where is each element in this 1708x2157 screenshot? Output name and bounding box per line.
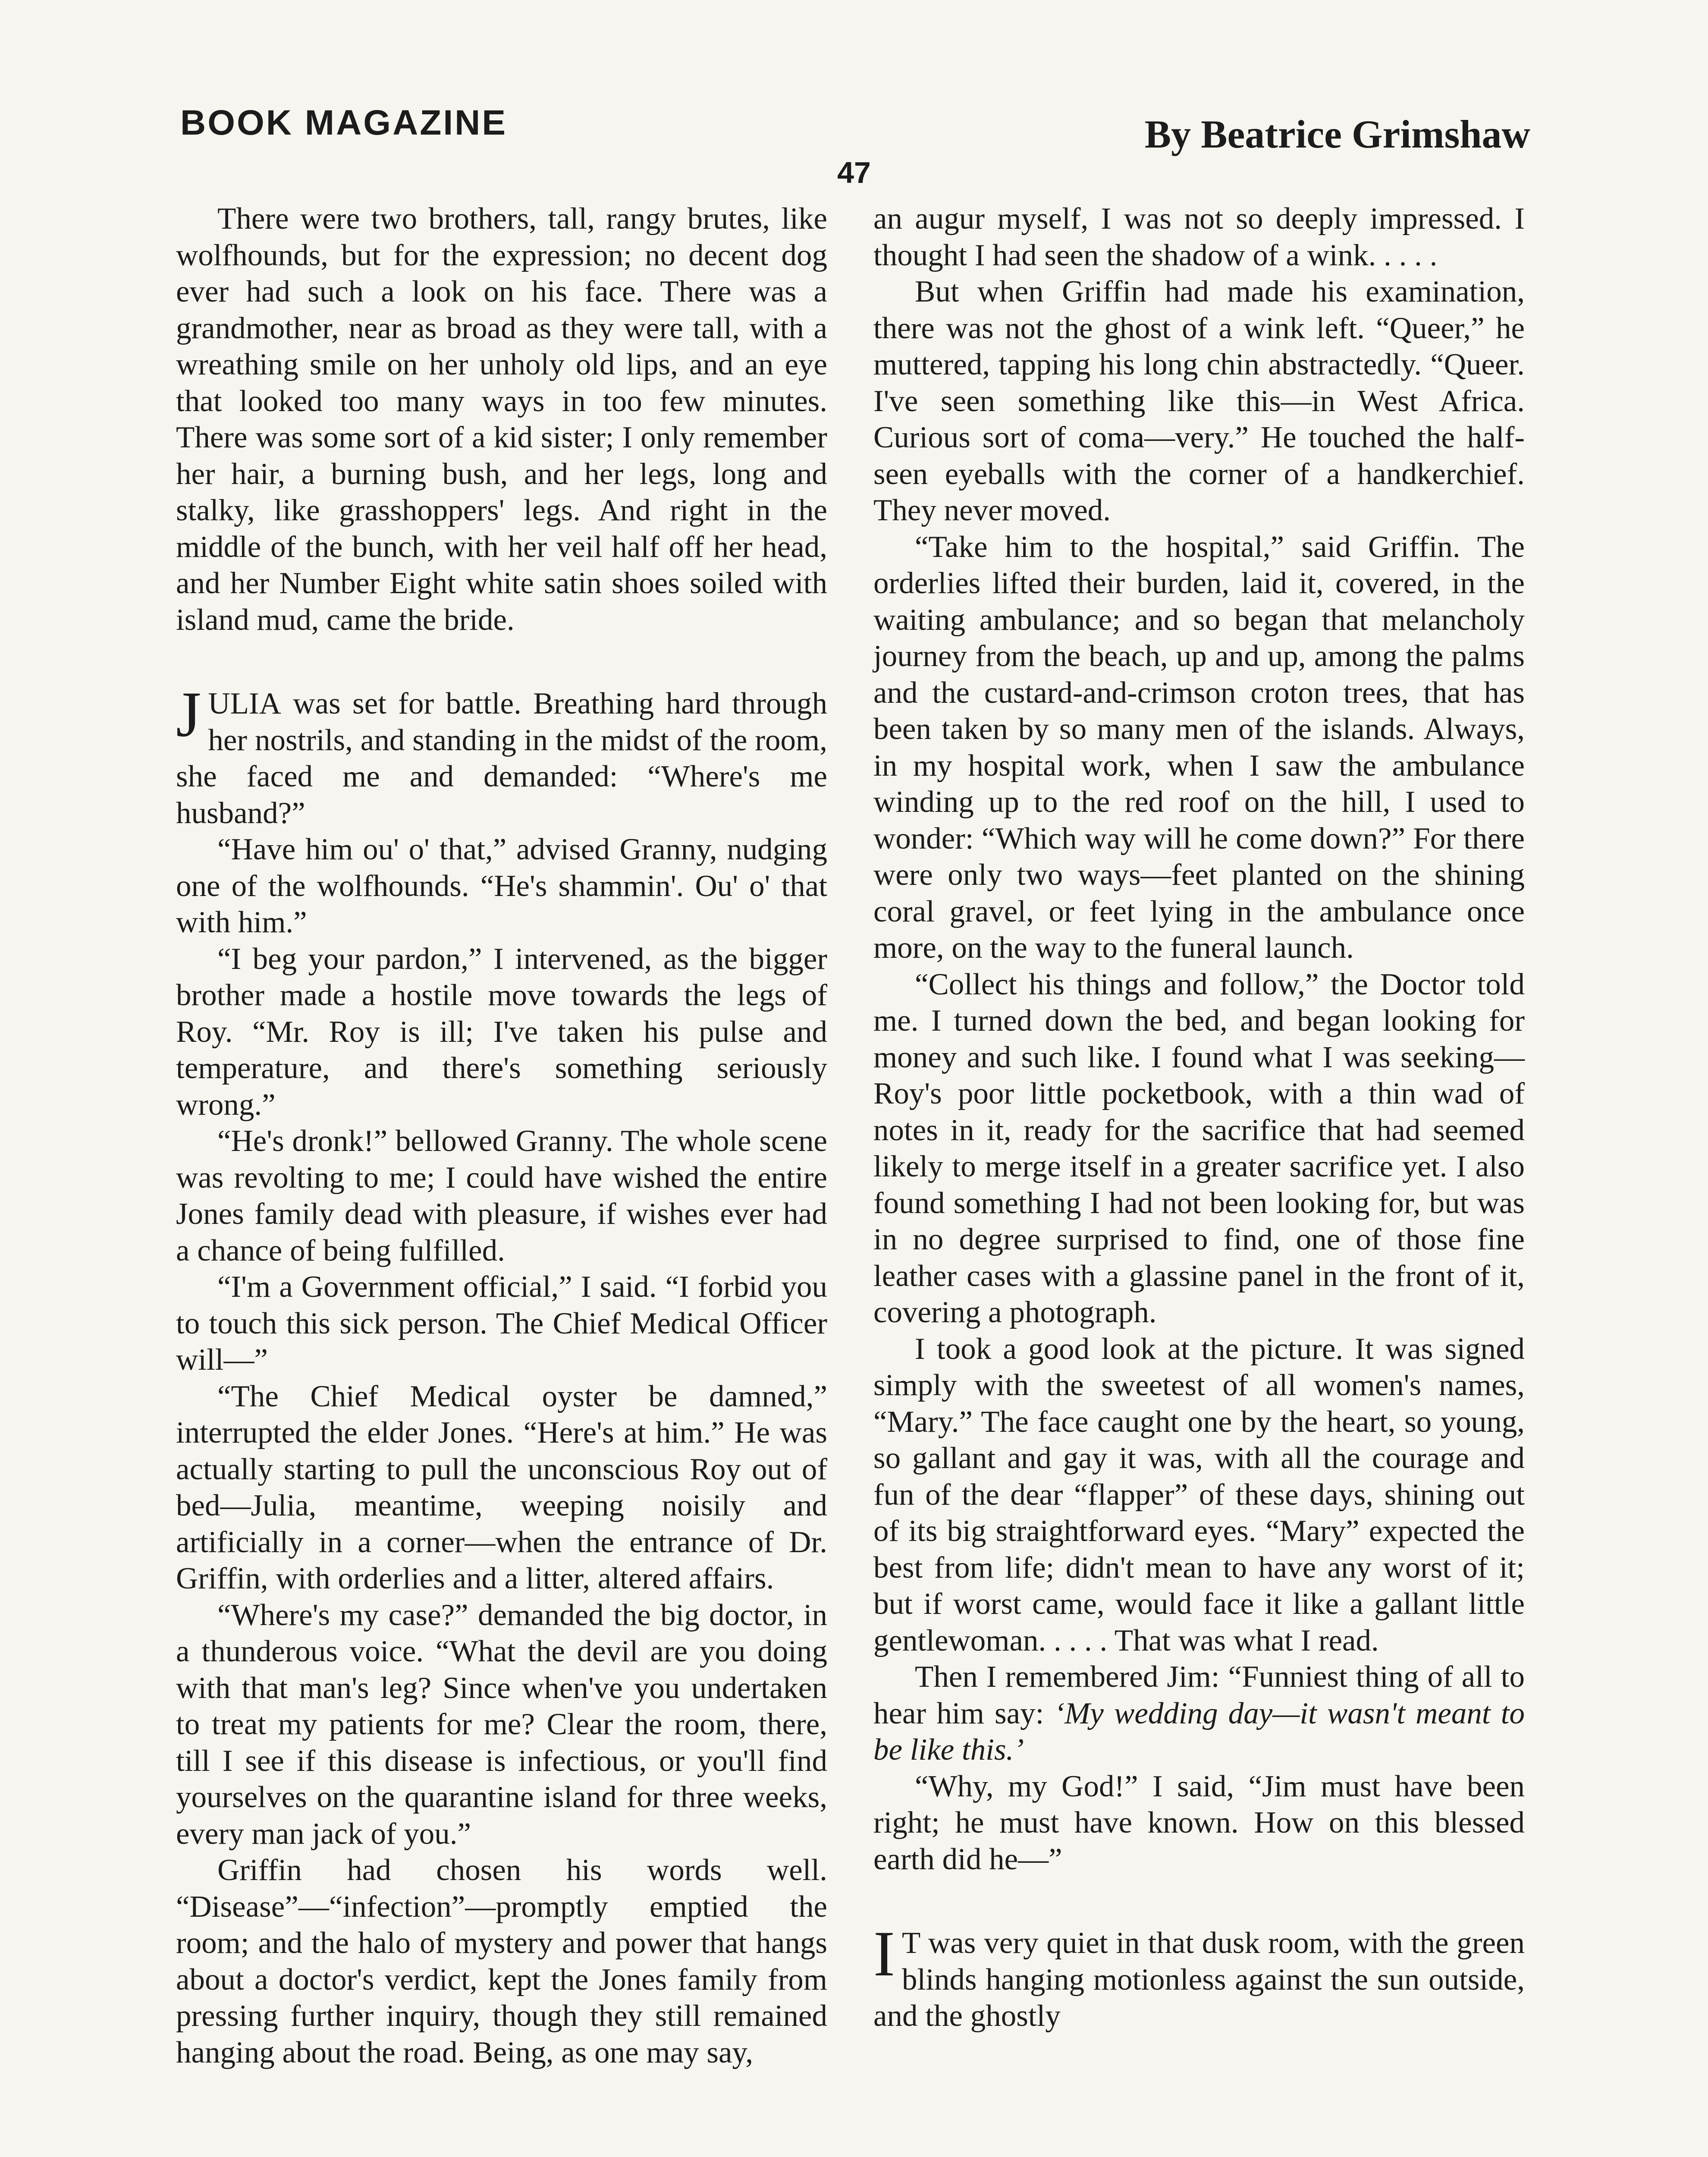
paragraph: “Have him ou' o' that,” advised Granny, nudging one of the wolfhounds. “He's shammin'. Ou' o' that with him.” (176, 833, 827, 939)
drop-cap: I (873, 1918, 895, 1990)
paragraph: There were two brothers, tall, rangy brutes, like wolfhounds, but for the expression; no decent dog ever had such a look on his face. There was a grandmother, near as broad as they were tall, with a wreathing smile on her unholy old lips, and an eye that looked too many ways in too few minutes. There was some sort of a kid sister; I only remember her hair, a burning bush, and her legs, long and stalky, like grasshoppers' legs. And right in the middle of the bunch, with her veil half off her head, and her Number Eight white satin shoes soiled with island mud, came the bride. (176, 202, 827, 637)
drop-cap: J (176, 679, 201, 750)
paragraph: “He's dronk!” bellowed Granny. The whole scene was revolting to me; I could have wished the entire Jones family dead with pleasure, if wishes ever had a chance of being fulfilled. (176, 1124, 827, 1267)
section-start-paragraph (873, 1918, 1525, 2034)
paragraph: “Where's my case?” demanded the big doctor, in a thunderous voice. “What the devil are you doing with that man's leg? Since when've you undertaken to treat my patients for me? Clear the room, there, till I see if this disease is infectious, or you'll find yourselves on the quarantine island for three weeks, every man jack of you.” (176, 1598, 827, 1851)
magazine-title: BOOK MAGAZINE (180, 103, 508, 142)
paragraph: “Take him to the hospital,” said Griffin. The orderlies lifted their burden, laid it, covered, in the waiting ambulance; and so began that melancholy journey from the beach, up and up, among the palms and the custard-and-crimson croton trees, that has been taken by so many men of the islands. Always, in my hospital work, when I saw the ambulance winding up to the red roof on the hill, I used to wonder: “Which way will he come down?” For there were only two ways—feet planted on the shining coral gravel, or feet lying in the ambulance once more, on the way to the funeral launch. (873, 530, 1525, 965)
paragraph: But when Griffin had made his examination, there was not the ghost of a wink left. “Queer,” he muttered, tapping his long chin abstractedly. “Queer. I've seen something like this—in West Africa. Curious sort of coma—very.” He touched the half-seen eyeballs with the corner of a handkerchief. They never moved. (873, 275, 1525, 527)
italic-quote: ‘My wedding day—it wasn't meant to be like this.’ (873, 1696, 1525, 1767)
paragraph: “Why, my God!” I said, “Jim must have been right; he must have known. How on this blessed earth did he—” (873, 1769, 1525, 1876)
paragraph: I took a good look at the picture. It was signed simply with the sweetest of all women's names, “Mary.” The face caught one by the heart, so young, so gallant and gay it was, with all the courage and fun of the dear “flapper” of these days, shining out of its big straightforward eyes. “Mary” expected the best from life; didn't mean to have any worst of it; but if worst came, would face it like a gallant little gentlewoman. . . . . That was what I read. (873, 1332, 1525, 1657)
paragraph-text: was set for battle. Breathing hard through her nostrils, and standing in the midst of the room, she faced me and demanded: “Where's me husband?” (176, 687, 827, 830)
paragraph (873, 1659, 1525, 1768)
paragraph: “The Chief Medical oyster be damned,” interrupted the elder Jones. “Here's at him.” He was actually starting to pull the unconscious Roy out of bed—Julia, meantime, weeping noisily and artificially in a corner—when the entrance of Dr. Griffin, with orderlies and a litter, altered affairs. (176, 1379, 827, 1595)
paragraph: “Collect his things and follow,” the Doctor told me. I turned down the bed, and began looking for money and such like. I found what I was seeking—Roy's poor little pocketbook, with a thin wad of notes in it, ready for the sacrifice that had seemed likely to merge itself in a greater sacrifice yet. I also found something I had not been looking for, but was in no degree surprised to find, one of those fine leather cases with a glassine panel in the front of it, covering a photograph. (873, 967, 1525, 1329)
left-column (176, 201, 827, 2071)
right-column (873, 201, 1525, 2034)
page-number: 47 (837, 156, 871, 189)
small-caps-lead: ULIA (208, 687, 281, 720)
paragraph-text: Then I remembered Jim: “Funniest thing of all to hear him say: (873, 1660, 1525, 1730)
author-byline: By Beatrice Grimshaw (1144, 112, 1530, 156)
paragraph-text: T was very quiet in that dusk room, with the green blinds hanging motionless against the sun outside, and the ghostly (873, 1926, 1525, 2033)
section-start-paragraph (176, 679, 827, 831)
paragraph: “I'm a Government official,” I said. “I forbid you to touch this sick person. The Chief Medical Officer will—” (176, 1270, 827, 1377)
continued-paragraph: an augur myself, I was not so deeply impressed. I thought I had seen the shadow of a wink. . . . . (873, 202, 1525, 272)
paragraph: Griffin had chosen his words well. “Disease”—“infection”—promptly emptied the room; and the halo of mystery and power that hangs about a doctor's verdict, kept the Jones family from pressing further inquiry, though they still remained hanging about the road. Being, as one may say, (176, 1853, 827, 2069)
paragraph: “I beg your pardon,” I intervened, as the bigger brother made a hostile move towards the legs of Roy. “Mr. Roy is ill; I've taken his pulse and temperature, and there's something seriously wrong.” (176, 942, 827, 1122)
